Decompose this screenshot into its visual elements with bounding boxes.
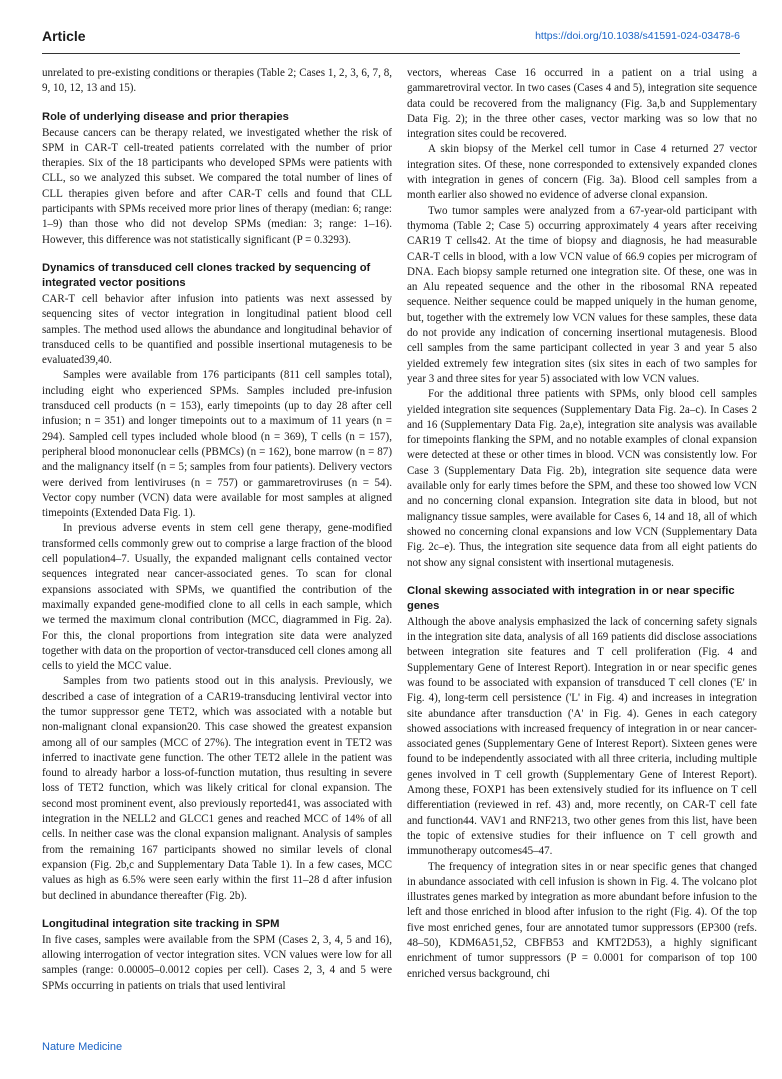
left-column bbox=[42, 66, 392, 994]
paragraph: The frequency of integration sites in or near specific genes that changed in abundance associated with cell infusion is shown in Fig. 4. The volcano plot illustrates genes marked by integration as more abundant before infusion to the left and those enriched in blood after infusion to the right (Fig. 4). Of the top five most enriched genes, four are annotated tumor suppressors (EP300 (refs. 48–50), KDM6A51,52, CBFB53 and KMT2D53), a highly significant enrichment of tumor suppressors (P = 0.0001 for comparison of top 100 enriched versus background, chi bbox=[407, 860, 757, 980]
paragraph: Two tumor samples were analyzed from a 67-year-old participant with thymoma (Table 2; Case 5) occurring approximately 4 years after receiving CAR19 T cells42. At the time of biopsy and diagnosis, he had measurable CAR-T cells in blood, with a low VCN value of 66.9 copies per microgram of DNA. Each biopsy sample returned one integration site. Of these, one was in an Alu repeated sequence and the other in the ribosomal RNA repeated sequence. Neither sequence could be mapped uniquely in the human genome, but, together with the extremely low VCN values for these samples, these data do not provide any indication of concerning insertional mutagenesis. Blood cell samples from the same participant collected in year 3 and year 5 also yielded extremely few integration sites (six sites in each of two samples for year 3 and three sites for year 5) associated with low VCN values. bbox=[407, 204, 757, 385]
paragraph: In five cases, samples were available from the SPM (Cases 2, 3, 4, 5 and 16), allowing interrogation of vector integration sites. VCN values were low for all samples (range: 0.00005–0.0012 copies per cell). Cases 2, 3, 4 and 5 were SPMs occurring in patients on trials that used lentiviral bbox=[42, 933, 392, 992]
paragraph: Samples from two patients stood out in this analysis. Previously, we described a case of integration of a CAR19-transducing lentiviral vector into the tumor suppressor gene TET2, which was associated with a notable but non-malignant clonal expansion20. This case showed the greatest expansion among all of our samples (MCC of 27%). The integration event in TET2 was inferred to inactivate gene function. The other TET2 allele in the patient was found to already harbor a loss-of-function mutation, thus resulting in severe loss of TET2 function, which was likely critical for clonal expansion. The second most prominent event, also previously reported41, was associated with integration in the NELL2 and GLCC1 genes and reached MCC of 14% of all cells. In neither case was the clonal expansion malignant. Analysis of samples from the remaining 167 participants showed no similar levels of clonal expansion (Fig. 2b,c and Supplementary Data Table 1). In a few cases, MCC values as high as 6.5% were seen early within the first 11–28 d after infusion but declined in abundance thereafter (Fig. 2b). bbox=[42, 675, 392, 902]
paragraph: unrelated to pre-existing conditions or therapies (Table 2; Cases 1, 2, 3, 6, 7, 8, 9, 10, 12, 13 and 15). bbox=[42, 67, 392, 95]
paragraph: Samples were available from 176 participants (811 cell samples total), including eight who experienced SPMs. Samples included pre-infusion transduced cell products (n = 153), early timepoints (up to day 28 after cell infusion; n = 351) and longer timepoints out to a maximum of 11 years (n = 294). Sampled cell types included whole blood (n = 369), T cells (n = 157), peripheral blood mononuclear cells (PBMCs) (n = 162), bone marrow (n = 87) and the malignancy itself (n = 5; samples from four patients). Delivery vectors were derived from lentiviruses (n = 757) or gammaretroviruses (n = 54). Vector copy number (VCN) data were available for most samples at aligned timepoints (Extended Data Fig. 1). bbox=[42, 369, 392, 520]
paragraph: CAR-T cell behavior after infusion into patients was next assessed by sequencing sites of vector integration in longitudinal patient blood cell samples. The method used allows the abundance and longitudinal behavior of transduced cells to be quantified and possible insertional mutagenesis to be evaluated39,40. bbox=[42, 292, 392, 367]
page-header bbox=[42, 28, 740, 52]
paragraph: Although the above analysis emphasized the lack of concerning safety signals in the integration site data, analysis of all 169 patients did disclose associations between integration site features and T cell proliferation (Fig. 4 and Supplementary Gene of Interest Report). Integration in or near specific genes was found to be associated with expansion of transduced T cell clones ('E' in Fig. 4), long-term cell persistence ('L' in Fig. 4) and increases in integration site abundance after transduction ('A' in Fig. 4). Genes in each category showed associations with increased frequency of integration in or near cancer-associated genes (Supplementary Gene of Interest Report). Sixteen genes were found to be independently associated with all three criteria, including multiple genes involved in T cell growth (Supplementary Gene of Interest Report). Among these, FOXP1 has been extensively studied for its influence on T cell differentiation (reviewed in ref. 43) and, more recently, on CAR-T cell fate and function44. VAV1 and RNF213, two other genes from this list, have been the topic of extensive studies for their influence on T cell growth and immunotherapy outcomes45–47. bbox=[407, 615, 757, 858]
section-heading: Dynamics of transduced cell clones tracked by sequencing of integrated vector positions bbox=[42, 261, 371, 289]
doi-link[interactable]: https://doi.org/10.1038/s41591-024-03478-6 bbox=[535, 30, 740, 42]
section-heading: Role of underlying disease and prior therapies bbox=[42, 110, 289, 123]
paragraph: Because cancers can be therapy related, we investigated whether the risk of SPM in CAR-T cell-treated patients correlated with the number of prior therapies. Six of the 18 participants who developed SPMs were patients with CLL, so we analyzed this subset. We compared the total number of lines of CLL therapies given before and after CAR-T cells and found that CLL participants with SPMs received more prior lines of therapy (median: 6; range: 1–9) than those who did not develop SPMs (median: 3; range: 1–16). However, this difference was not statistically significant (P = 0.3293). bbox=[42, 126, 392, 246]
paragraph: For the additional three patients with SPMs, only blood cell samples yielded integration site sequences (Supplementary Data Fig. 2a–c). In Cases 2 and 16 (Supplementary Data Fig. 2a,e), integration site analysis was available for timepoints flanking the SPM, and no notable examples of clonal expansion were detected at these or other times in blood. VCN was consistently low. For Case 3 (Supplementary Data Fig. 2b), integration site sequence data were available only for early times before the SPM, and these too showed low VCN and no concerning clonal expansion. Integration site data in blood, but not malignancy tissue samples, were available for Cases 6, 14 and 18, all of which showed no concerning clonal expansions and low VCN (Supplementary Data Fig. 2c–e). Thus, the integration site sequence data from all eight patients do not show any signal consistent with insertional mutagenesis. bbox=[407, 388, 757, 569]
paragraph: A skin biopsy of the Merkel cell tumor in Case 4 returned 27 vector integration sites. Of these, none corresponded to extensively expanded clones with integration in genes of concern (Fig. 3a). Blood cell samples from a month earlier also showed no evidence of adverse clonal expansion. bbox=[407, 143, 757, 202]
section-heading: Longitudinal integration site tracking in SPM bbox=[42, 917, 280, 930]
section-heading: Clonal skewing associated with integration in or near specific genes bbox=[407, 584, 735, 612]
right-column bbox=[407, 66, 757, 982]
section-label: Article bbox=[42, 28, 86, 44]
paragraph: In previous adverse events in stem cell gene therapy, gene-modified transformed cells commonly grew out to comprise a large fraction of the blood cell population4–7. Usually, the expanded malignant cells contained vector sequences integrated near cancer-associated genes. To scan for clonal expansions associated with SPMs, we quantified the contribution of the maximally expanded gene-modified clone to all cells in each sample, which we termed the maximum clonal contribution (MCC, diagrammed in Fig. 2a). For this, the clonal proportions from integration site data were analyzed together with data on the proportion of vector-transduced cell clones among all cells to yield the MCC value. bbox=[42, 522, 392, 673]
header-rule bbox=[42, 53, 740, 54]
paragraph: vectors, whereas Case 16 occurred in a patient on a trial using a gammaretroviral vector. In two cases (Cases 4 and 5), integration site sequence data could be recovered from the malignancy (Fig. 3a,b and Supplementary Data Fig. 2); in the three other cases, vector marking was so low that no integration sites could be recovered. bbox=[407, 67, 757, 141]
journal-footer[interactable]: Nature Medicine bbox=[42, 1041, 123, 1053]
